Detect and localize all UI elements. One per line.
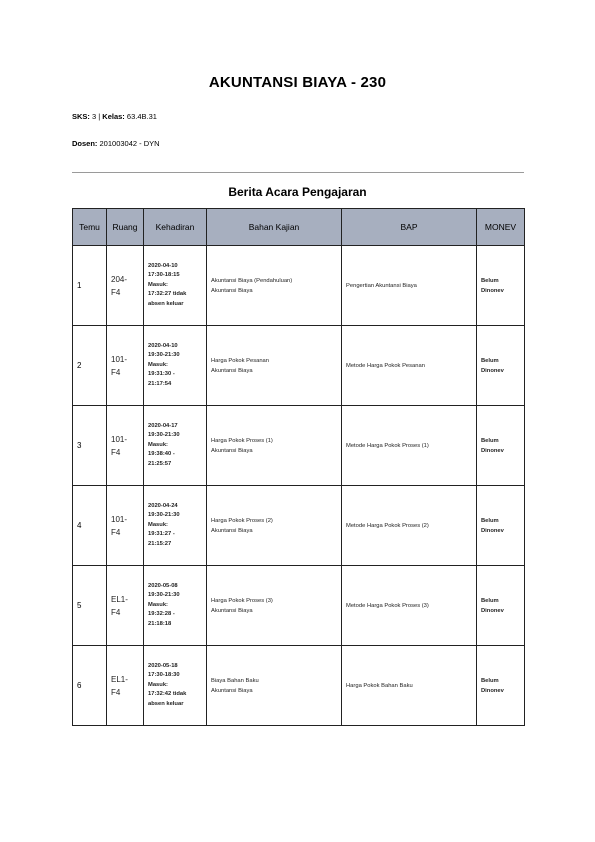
cell-bap: Metode Harga Pokok Proses (3): [342, 566, 477, 646]
cell-bahan-kajian: Harga Pokok Proses (3) Akuntansi Biaya: [207, 566, 342, 646]
header-bap: BAP: [342, 209, 477, 246]
cell-ruang: EL1- F4: [107, 646, 144, 726]
page-title: AKUNTANSI BIAYA - 230: [208, 74, 387, 91]
divider: [72, 172, 524, 173]
cell-kehadiran: 2020-04-10 17:30-18:15 Masuk: 17:32:27 tidak absen keluar: [144, 246, 207, 326]
cell-bahan-kajian: Biaya Bahan Baku Akuntansi Biaya: [207, 646, 342, 726]
cell-kehadiran: 2020-05-08 19:30-21:30 Masuk: 19:32:28 - 21:18:18: [144, 566, 207, 646]
cell-bahan-kajian: Akuntansi Biaya (Pendahuluan) Akuntansi Biaya: [207, 246, 342, 326]
cell-temu: 2: [73, 326, 107, 406]
cell-ruang: 101- F4: [107, 486, 144, 566]
cell-bap: Metode Harga Pokok Proses (1): [342, 406, 477, 486]
header-ruang: Ruang: [107, 209, 144, 246]
cell-temu: 4: [73, 486, 107, 566]
cell-kehadiran: 2020-04-10 19:30-21:30 Masuk: 19:31:30 - 21:17:54: [144, 326, 207, 406]
table-row: [73, 486, 525, 566]
cell-bap: Metode Harga Pokok Proses (2): [342, 486, 477, 566]
header-kehadiran: Kehadiran: [144, 209, 207, 246]
table-row: [73, 246, 525, 326]
dosen-value: 201003042 - DYN: [97, 139, 160, 148]
cell-monev: Belum Dinonev: [477, 406, 525, 486]
table-row: [73, 326, 525, 406]
cell-temu: 3: [73, 406, 107, 486]
cell-monev: Belum Dinonev: [477, 246, 525, 326]
kelas-value: 63.4B.31: [124, 112, 157, 121]
cell-monev: Belum Dinonev: [477, 326, 525, 406]
cell-bap: Harga Pokok Bahan Baku: [342, 646, 477, 726]
cell-bahan-kajian: Harga Pokok Proses (2) Akuntansi Biaya: [207, 486, 342, 566]
cell-bahan-kajian: Harga Pokok Proses (1) Akuntansi Biaya: [207, 406, 342, 486]
cell-bap: Pengertian Akuntansi Biaya: [342, 246, 477, 326]
cell-ruang: 101- F4: [107, 326, 144, 406]
cell-temu: 6: [73, 646, 107, 726]
dosen-label: Dosen:: [72, 139, 98, 148]
table-row: [73, 646, 525, 726]
cell-kehadiran: 2020-05-18 17:30-18:30 Masuk: 17:32:42 tidak absen keluar: [144, 646, 207, 726]
cell-ruang: EL1- F4: [107, 566, 144, 646]
section-title: Berita Acara Pengajaran: [228, 185, 367, 199]
cell-monev: Belum Dinonev: [477, 646, 525, 726]
table-row: [73, 406, 525, 486]
cell-kehadiran: 2020-04-24 19:30-21:30 Masuk: 19:31:27 - 21:15:27: [144, 486, 207, 566]
sks-label: SKS:: [72, 112, 90, 121]
table-header-row: [73, 209, 525, 246]
cell-ruang: 204- F4: [107, 246, 144, 326]
header-bahan-kajian: Bahan Kajian: [207, 209, 342, 246]
cell-ruang: 101- F4: [107, 406, 144, 486]
table-row: [73, 566, 525, 646]
cell-monev: Belum Dinonev: [477, 566, 525, 646]
cell-temu: 1: [73, 246, 107, 326]
lecturer-meta: [72, 139, 160, 148]
kelas-label: Kelas:: [102, 112, 125, 121]
header-monev: MONEV: [477, 209, 525, 246]
table-body: [73, 246, 525, 726]
course-meta: [72, 112, 157, 121]
cell-temu: 5: [73, 566, 107, 646]
cell-bahan-kajian: Harga Pokok Pesanan Akuntansi Biaya: [207, 326, 342, 406]
sks-value: 3 |: [89, 112, 103, 121]
bap-table: [72, 208, 525, 726]
cell-kehadiran: 2020-04-17 19:30-21:30 Masuk: 19:38:40 - 21:25:57: [144, 406, 207, 486]
cell-bap: Metode Harga Pokok Pesanan: [342, 326, 477, 406]
header-temu: Temu: [73, 209, 107, 246]
cell-monev: Belum Dinonev: [477, 486, 525, 566]
